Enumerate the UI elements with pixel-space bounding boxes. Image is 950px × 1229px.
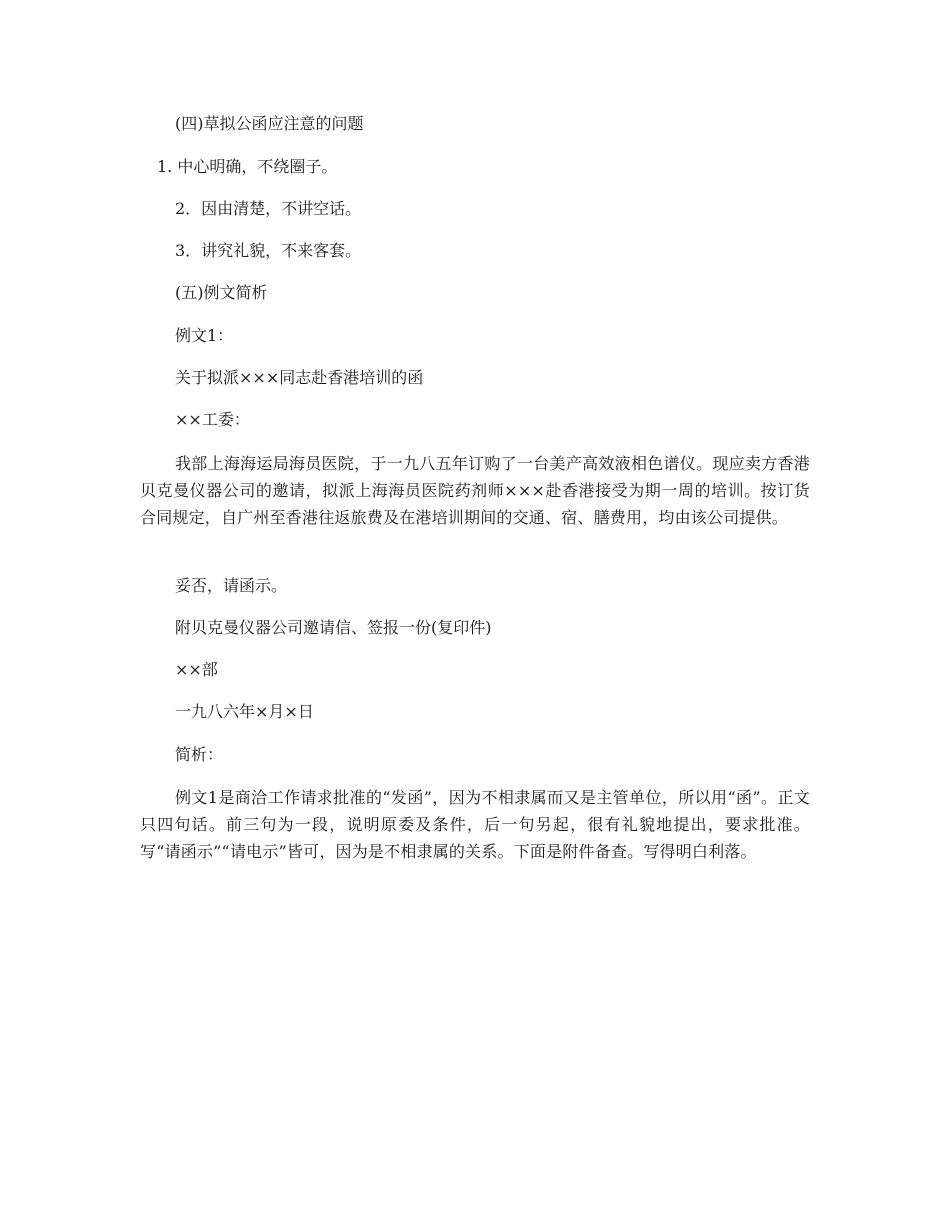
list-item: 2．因由清楚，不讲空话。 (175, 199, 362, 218)
letter-body-paragraph: 我部上海海运局海员医院，于一九八五年订购了一台美产高效液相色谱仪。现应卖方香港贝克曼仪器公司的邀请，拟派上海海员医院药剂师×××赴香港接受为期一周的培训。按订货合同规定，自广州至香港往返旅费及在港培训期间的交通、宿、膳费用，均由该公司提供。 (140, 454, 810, 527)
section-heading: (五)例文简析 (175, 283, 268, 302)
letter-attachment-line: 附贝克曼仪器公司邀请信、签报一份(复印件) (175, 618, 492, 637)
letter-request-line: 妥否，请函示。 (175, 576, 288, 595)
letter-date: 一九八六年×月×日 (175, 702, 314, 721)
example-label: 例文1： (175, 326, 234, 345)
analysis-paragraph: 例文1是商洽工作请求批准的“发函”，因为不相隶属而又是主管单位，所以用“函”。正文只四句话。前三句为一段，说明原委及条件，后一句另起，很有礼貌地提出，要求批准。写“请函示”“请电示”皆可，因为是不相隶属的关系。下面是附件备查。写得明白利落。 (140, 788, 810, 861)
letter-title: 关于拟派×××同志赴香港培训的函 (175, 368, 424, 387)
analysis-label: 简析： (175, 745, 224, 764)
letter-recipient: ××工委： (175, 410, 250, 429)
list-item: 3．讲究礼貌，不来客套。 (175, 241, 362, 260)
letter-sender: ××部 (175, 660, 218, 679)
list-item: 1. 中心明确，不绕圈子。 (157, 157, 338, 176)
section-heading: (四)草拟公函应注意的问题 (175, 114, 364, 133)
